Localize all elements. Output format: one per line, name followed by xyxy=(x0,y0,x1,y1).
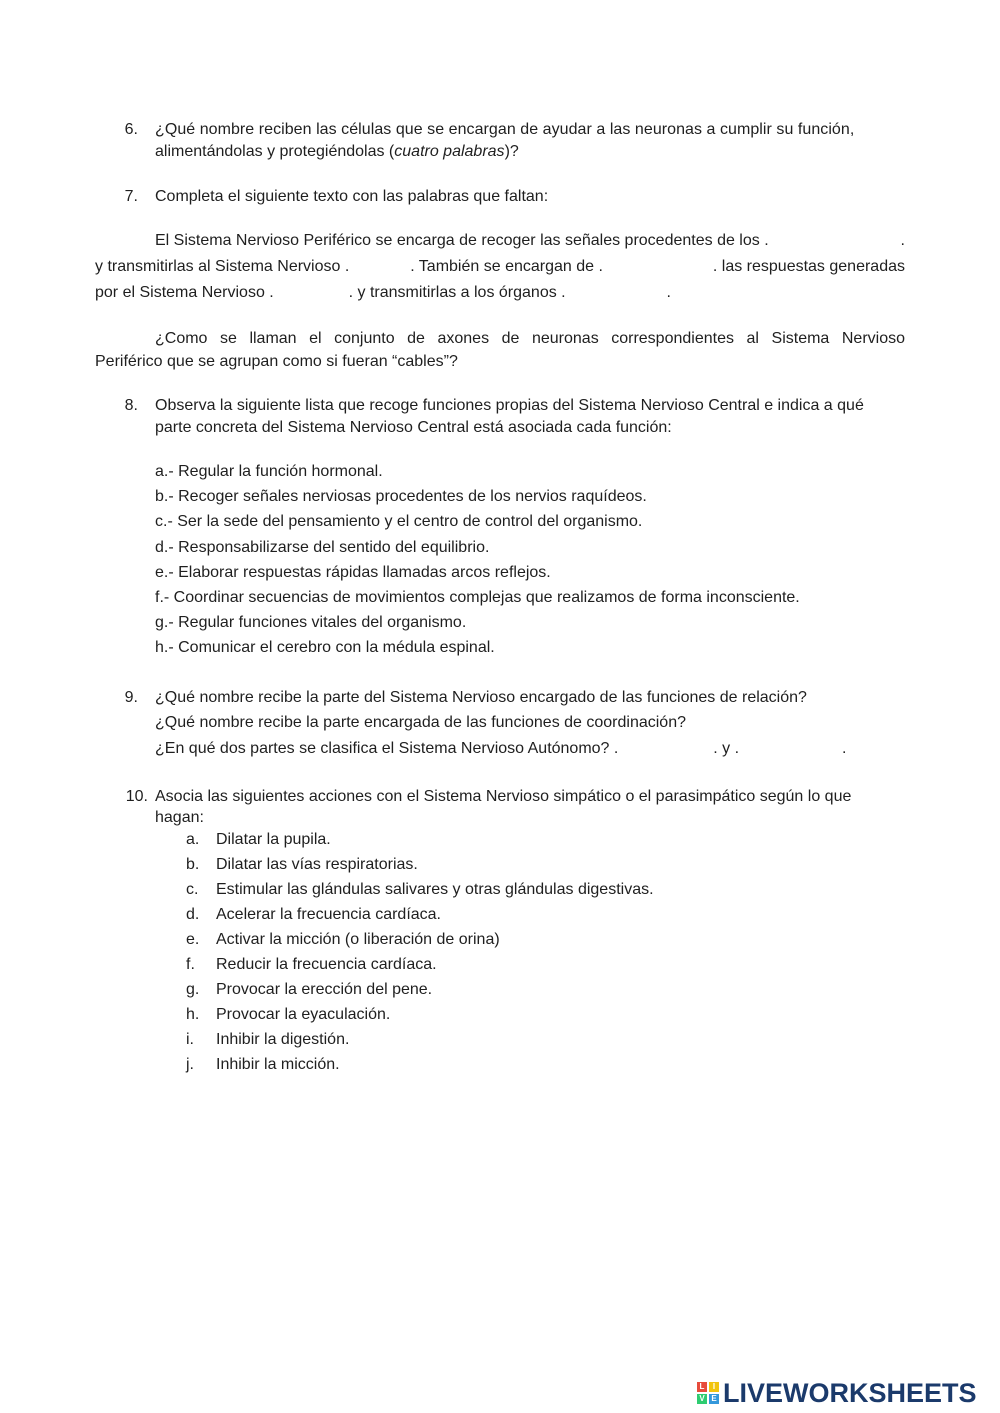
q7-paragraph1-line1 xyxy=(155,230,905,252)
list-item xyxy=(186,1054,340,1076)
item-text: Reducir la frecuencia cardíaca. xyxy=(216,956,437,973)
answer-blank-2[interactable] xyxy=(354,256,406,278)
q7-paragraph1-line2 xyxy=(95,256,905,278)
question-6-line2 xyxy=(155,141,519,163)
question-8-number: 8. xyxy=(124,397,138,414)
item-letter: f. xyxy=(186,956,195,973)
liveworksheets-logo xyxy=(697,1378,977,1408)
list-item xyxy=(186,954,437,976)
question-10-number: 10. xyxy=(125,788,148,805)
q8-item: a.- Regular la función hormonal. xyxy=(155,463,383,480)
question-8-line1: Observa la siguiente lista que recoge funciones propias del Sistema Nervioso Central e indica a qué xyxy=(155,397,864,414)
answer-blank-5[interactable] xyxy=(570,282,662,304)
list-item xyxy=(186,979,432,1001)
list-item xyxy=(186,879,654,901)
item-letter: e. xyxy=(186,931,200,948)
item-letter: d. xyxy=(186,906,200,923)
q8-item: h.- Comunicar el cerebro con la médula espinal. xyxy=(155,639,495,656)
list-item xyxy=(186,854,418,876)
q8-item: f.- Coordinar secuencias de movimientos complejas que realizamos de forma inconsciente. xyxy=(155,589,800,606)
q7-p1-l3-b: . y transmitirlas a los órganos . xyxy=(348,284,566,302)
q8-item: g.- Regular funciones vitales del organismo. xyxy=(155,614,467,631)
q8-item: b.- Recoger señales nerviosas procedentes de los nervios raquídeos. xyxy=(155,488,647,505)
question-8-line2: parte concreta del Sistema Nervioso Central está asociada cada función: xyxy=(155,419,672,436)
item-text: Inhibir la micción. xyxy=(216,1056,340,1073)
answer-blank-1[interactable] xyxy=(773,230,867,252)
question-7-number: 7. xyxy=(124,188,138,205)
item-text: Provocar la erección del pene. xyxy=(216,981,433,998)
question-9-line2: ¿Qué nombre recibe la parte encargada de las funciones de coordinación? xyxy=(155,714,686,731)
question-10-line1: Asocia las siguientes acciones con el Sistema Nervioso simpático o el parasimpático según lo que xyxy=(155,788,852,805)
q7-p1-l2-c: . las respuestas generadas xyxy=(712,258,905,275)
item-text: Dilatar la pupila. xyxy=(216,831,331,848)
q9-l3-c: . xyxy=(841,740,847,758)
list-item xyxy=(186,829,331,851)
list-item xyxy=(186,929,500,951)
question-9-line1: ¿Qué nombre recibe la parte del Sistema Nervioso encargado de las funciones de relación? xyxy=(155,689,807,706)
q9-l3-b: . y . xyxy=(713,740,740,758)
question-7-prompt: Completa el siguiente texto con las palabras que faltan: xyxy=(155,188,549,205)
item-letter: h. xyxy=(186,1006,200,1023)
question-9-number: 9. xyxy=(124,689,138,706)
item-text: Inhibir la digestión. xyxy=(216,1031,350,1048)
q7-p1-l1-text: El Sistema Nervioso Periférico se encarga de recoger las señales procedentes de los . xyxy=(155,232,769,250)
answer-blank-7[interactable] xyxy=(743,738,837,760)
answer-blank-3[interactable] xyxy=(607,256,691,278)
answer-blank-4[interactable] xyxy=(278,282,344,304)
q7-p1-l2-b: . También se encargan de . xyxy=(410,258,603,276)
item-letter: j. xyxy=(186,1056,194,1073)
logo-icon: L I V E xyxy=(697,1382,719,1404)
question-9-line3 xyxy=(155,738,846,760)
q9-l3-a: ¿En qué dos partes se clasifica el Sistema Nervioso Autónomo? . xyxy=(155,740,619,758)
q7-paragraph2-line1: ¿Como se llaman el conjunto de axones de neuronas correspondientes al Sistema Nervioso xyxy=(155,330,905,347)
q7-p1-l2-a: y transmitirlas al Sistema Nervioso . xyxy=(95,258,350,276)
list-item xyxy=(186,1029,349,1051)
item-text: Estimular las glándulas salivares y otras glándulas digestivas. xyxy=(216,881,654,898)
q8-item: c.- Ser la sede del pensamiento y el centro de control del organismo. xyxy=(155,513,643,530)
q7-p1-l1-end: . xyxy=(900,232,905,249)
question-6-emphasis: cuatro palabras xyxy=(394,143,505,160)
question-6-number: 6. xyxy=(124,121,138,138)
item-letter: c. xyxy=(186,881,199,898)
item-letter: a. xyxy=(186,831,200,848)
q8-item: d.- Responsabilizarse del sentido del equilibrio. xyxy=(155,539,490,556)
item-letter: g. xyxy=(186,981,200,998)
question-6-line1: ¿Qué nombre reciben las células que se encargan de ayudar a las neuronas a cumplir su función, xyxy=(155,121,855,138)
item-letter: b. xyxy=(186,856,200,873)
item-letter: i. xyxy=(186,1031,194,1048)
q7-paragraph2-line2: Periférico que se agrupan como si fueran “cables”? xyxy=(95,353,458,370)
question-6-line2-pre: alimentándolas y protegiéndolas ( xyxy=(155,143,395,160)
item-text: Acelerar la frecuencia cardíaca. xyxy=(216,906,441,923)
list-item xyxy=(186,904,441,926)
q7-p1-l3-a: por el Sistema Nervioso . xyxy=(95,284,274,302)
q7-p1-l3-c: . xyxy=(666,284,671,302)
item-text: Provocar la eyaculación. xyxy=(216,1006,391,1023)
question-6-line2-post: )? xyxy=(504,143,519,160)
logo-text: LIVEWORKSHEETS xyxy=(723,1377,977,1408)
item-text: Dilatar las vías respiratorias. xyxy=(216,856,418,873)
answer-blank-6[interactable] xyxy=(623,738,709,760)
list-item xyxy=(186,1004,390,1026)
question-10-line2: hagan: xyxy=(155,809,204,826)
item-text: Activar la micción (o liberación de orina) xyxy=(216,931,500,948)
q7-paragraph1-line3 xyxy=(95,282,671,304)
q8-item: e.- Elaborar respuestas rápidas llamadas arcos reflejos. xyxy=(155,564,551,581)
